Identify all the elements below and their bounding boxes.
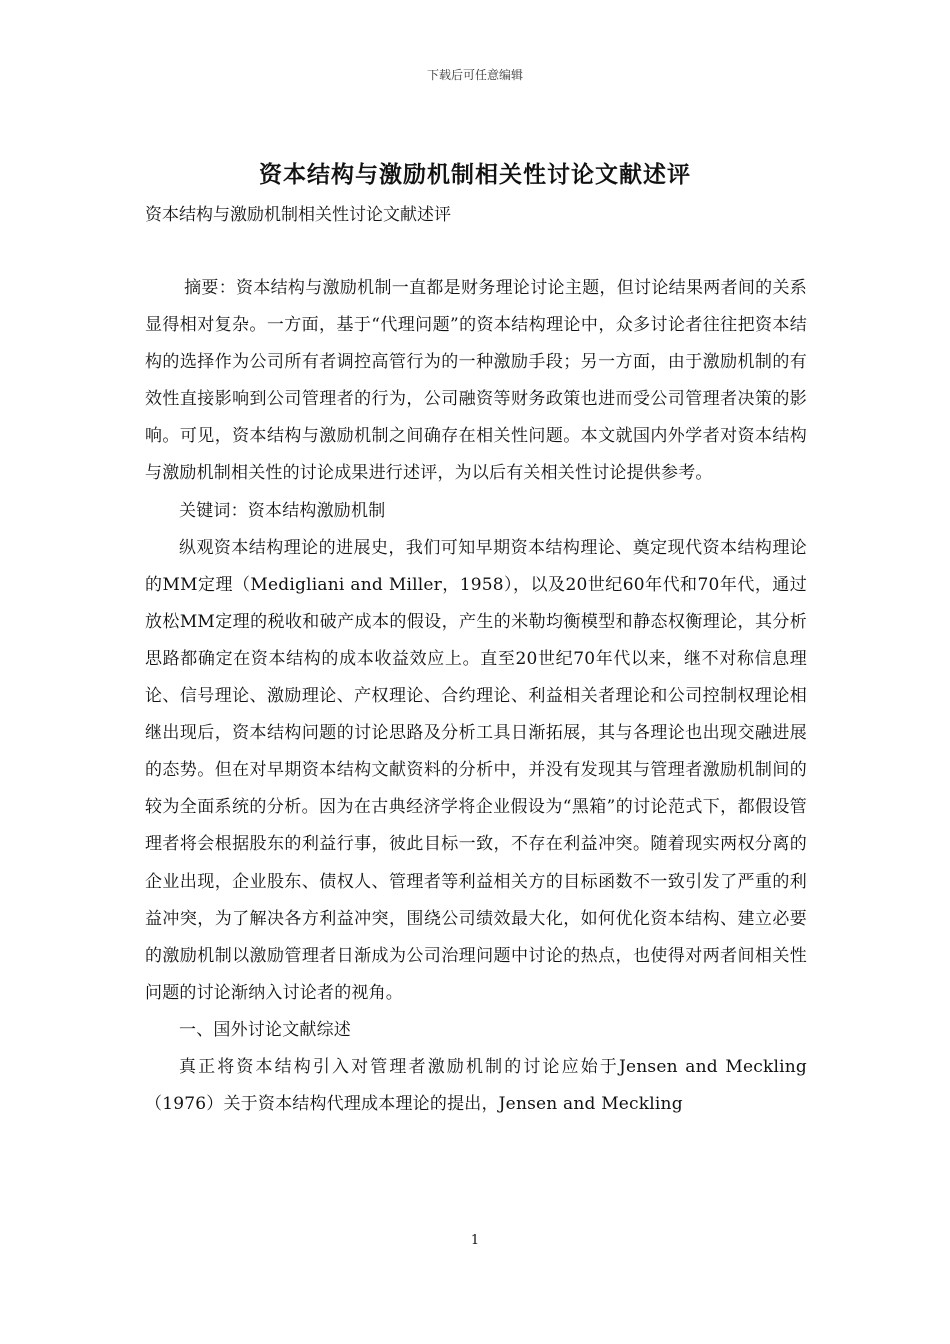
abstract-paragraph: 摘要：资本结构与激励机制一直都是财务理论讨论主题，但讨论结果两者间的关系显得相对复杂。一方面，基于“代理问题”的资本结构理论中，众多讨论者往往把资本结构的选择作为公司所有者调控高管行为的一种激励手段；另一方面，由于激励机制的有效性直接影响到公司管理者的行为，公司融资等财务政策也进而受公司管理者决策的影响。可见，资本结构与激励机制之间确存在相关性问题。本文就国内外学者对资本结构与激励机制相关性的讨论成果进行述评，为以后有关相关性讨论提供参考。 xyxy=(145,278,807,484)
section-heading: 一、国外讨论文献综述 xyxy=(179,1019,351,1040)
document-body xyxy=(145,270,807,1123)
keywords-paragraph: 关键词：资本结构激励机制 xyxy=(179,500,386,521)
page-number: 1 xyxy=(470,1233,480,1248)
document-subtitle: 资本结构与激励机制相关性讨论文献述评 xyxy=(145,205,451,225)
body-paragraph: 纵观资本结构理论的进展史，我们可知早期资本结构理论、奠定现代资本结构理论的MM定理（Medigliani and Miller，1958），以及20世纪60年代和70年代，通过放松MM定理的税收和破产成本的假设，产生的米勒均衡模型和静态权衡理论，其分析思路都确定在资本结构的成本收益效应上。直至20世纪70年代以来，继不对称信息理论、信号理论、激励理论、产权理论、合约理论、利益相关者理论和公司控制权理论相继出现后，资本结构问题的讨论思路及分析工具日渐拓展，其与各理论也出现交融进展的态势。但在对早期资本结构文献资料的分析中，并没有发现其与管理者激励机制间的较为全面系统的分析。因为在古典经济学将企业假设为“黑箱”的讨论范式下，都假设管理者将会根据股东的利益行事，彼此目标一致，不存在利益冲突。随着现实两权分离的企业出现，企业股东、债权人、管理者等利益相关方的目标函数不一致引发了严重的利益冲突，为了解决各方利益冲突，围绕公司绩效最大化，如何优化资本结构、建立必要的激励机制以激励管理者日渐成为公司治理问题中讨论的热点，也使得对两者间相关性问题的讨论渐纳入讨论者的视角。 xyxy=(145,537,807,1003)
body-paragraph: 真正将资本结构引入对管理者激励机制的讨论应始于Jensen and Meckling（1976）关于资本结构代理成本理论的提出，Jensen and Meckling xyxy=(145,1056,807,1115)
page-header-note: 下载后可任意编辑 xyxy=(426,68,523,82)
document-title: 资本结构与激励机制相关性讨论文献述评 xyxy=(259,161,691,188)
